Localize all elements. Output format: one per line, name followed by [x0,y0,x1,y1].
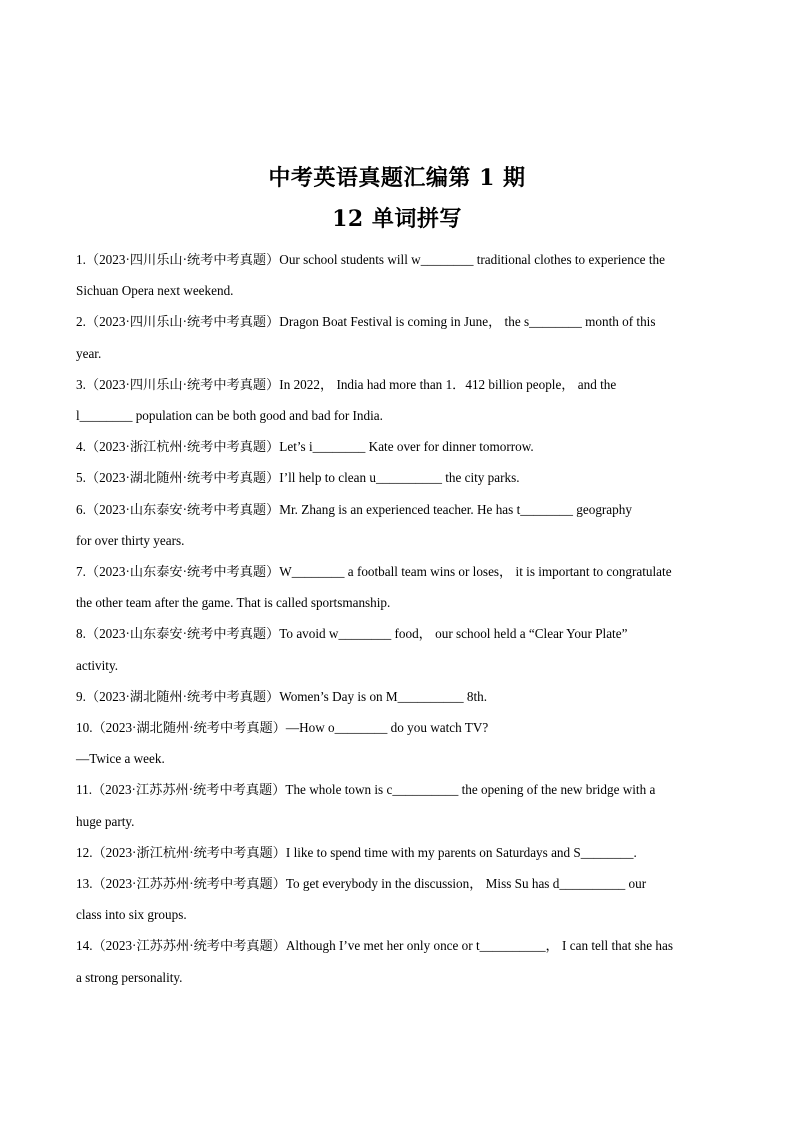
question-5-line-1: 5.（2023·湖北随州·统考中考真题）I’ll help to clean u__________ the city parks. [76,470,520,486]
question-13-line-2: class into six groups. [76,907,187,923]
question-3-line-2: l________ population can be both good and bad for India. [76,408,383,424]
question-10-line-1: 10.（2023·湖北随州·统考中考真题）—How o________ do you watch TV? [76,720,489,736]
question-7-line-1: 7.（2023·山东泰安·统考中考真题）W________ a football team wins or loses， it is important to congratulate [76,564,672,580]
question-list [76,244,724,993]
question-10-line-2: —Twice a week. [76,751,165,767]
question-7-line-2: the other team after the game. That is called sportsmanship. [76,595,391,611]
question-6-line-2: for over thirty years. [76,532,185,548]
page-subtitle: 12 单词拼写 [332,206,462,232]
question-3-line-1: 3.（2023·四川乐山·统考中考真题）In 2022， India had more than 1．412 billion people， and the [76,376,617,392]
page-title: 中考英语真题汇编第 1 期 [268,165,526,191]
question-8-line-1: 8.（2023·山东泰安·统考中考真题）To avoid w________ food， our school held a “Clear Your Plate” [76,626,628,642]
question-9 [76,681,724,712]
question-12 [76,837,724,868]
question-14-line-1: 14.（2023·江苏苏州·统考中考真题）Although I’ve met her only once or t__________， I can tell that she has [76,938,673,954]
question-13-line-1: 13.（2023·江苏苏州·统考中考真题）To get everybody in the discussion， Miss Su has d__________ our [76,876,647,892]
question-4-line-1: 4.（2023·浙江杭州·统考中考真题）Let’s i________ Kate over for dinner tomorrow. [76,439,534,455]
question-6-line-1: 6.（2023·山东泰安·统考中考真题）Mr. Zhang is an experienced teacher. He has t________ geography [76,501,632,517]
question-11-line-1: 11.（2023·江苏苏州·统考中考真题）The whole town is c__________ the opening of the new bridge with a [76,782,656,798]
question-1-line-2: Sichuan Opera next weekend. [76,283,234,299]
question-2 [76,306,724,368]
question-10 [76,712,724,774]
question-9-line-1: 9.（2023·湖北随州·统考中考真题）Women’s Day is on M__________ 8th. [76,688,488,704]
question-11 [76,774,724,836]
question-5 [76,462,724,493]
question-12-line-1: 12.（2023·浙江杭州·统考中考真题）I like to spend time with my parents on Saturdays and S________. [76,844,637,860]
question-6 [76,494,724,556]
question-1-line-1: 1.（2023·四川乐山·统考中考真题）Our school students will w________ traditional clothes to experience the [76,252,665,267]
question-8-line-2: activity. [76,657,118,673]
question-11-line-2: huge party. [76,813,135,829]
question-4 [76,431,724,462]
question-2-line-1: 2.（2023·四川乐山·统考中考真题）Dragon Boat Festival is coming in June， the s________ month of this [76,314,656,330]
question-2-line-2: year. [76,345,102,361]
question-3 [76,369,724,431]
question-14-line-2: a strong personality. [76,969,183,985]
question-14 [76,930,724,992]
question-13 [76,868,724,930]
question-1 [76,244,724,306]
question-8 [76,618,724,680]
question-7 [76,556,724,618]
